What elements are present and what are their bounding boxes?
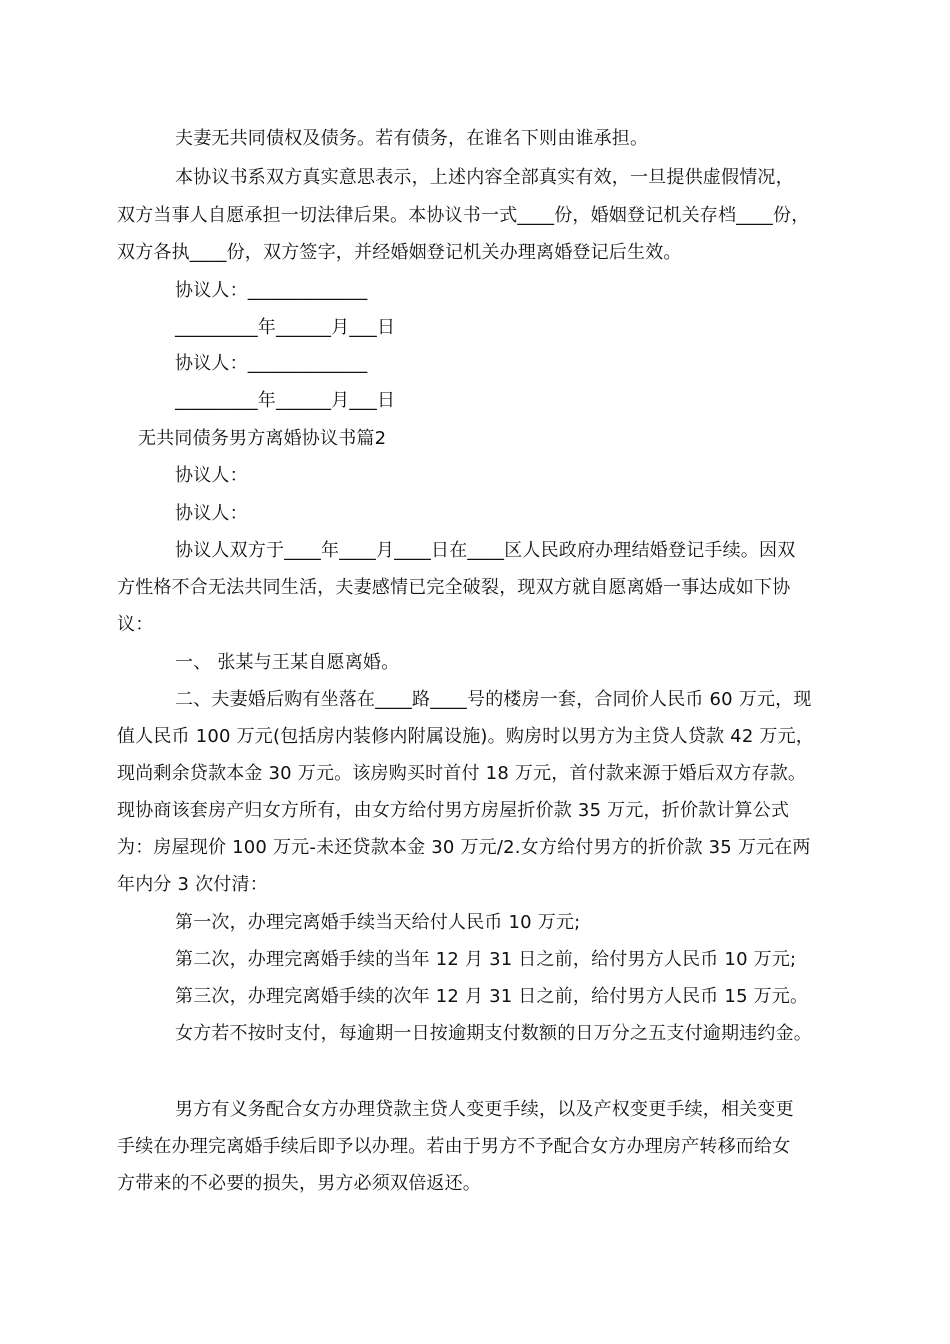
debt-statement: 夫妻无共同债权及债务。若有债务，在谁名下则由谁承担。 xyxy=(175,128,649,149)
clause-two-line: 为：房屋现价 100 万元-未还贷款本金 30 万元/2.女方给付男方的折价款 35 万元在两 xyxy=(117,837,811,858)
signer-line: 协议人：_____________ xyxy=(175,353,368,374)
intro-line: 议： xyxy=(117,614,154,635)
clause-two-line: 现协商该套房产归女方所有，由女方给付男方房屋折价款 35 万元，折价款计算公式 xyxy=(117,800,790,821)
date-line: _________年______月___日 xyxy=(175,390,396,411)
statement-line: 双方当事人自愿承担一切法律后果。本协议书一式____份，婚姻登记机关存档____份， xyxy=(117,205,810,226)
penalty-line: 女方若不按时支付，每逾期一日按逾期支付数额的日万分之五支付逾期违约金。 xyxy=(175,1023,812,1044)
statement-line: 双方各执____份，双方签字，并经婚姻登记机关办理离婚登记后生效。 xyxy=(117,242,682,263)
intro-line: 协议人双方于____年____月____日在____区人民政府办理结婚登记手续。因双 xyxy=(175,540,796,561)
clause-two-line: 年内分 3 次付清： xyxy=(117,874,268,895)
clause-two-line: 现尚剩余贷款本金 30 万元。该房购买时首付 18 万元，首付款来源于婚后双方存款。 xyxy=(117,763,807,784)
party-line: 协议人： xyxy=(175,465,248,486)
payment-line: 第二次，办理完离婚手续的当年 12 月 31 日之前，给付男方人民币 10 万元; xyxy=(175,949,797,970)
intro-line: 方性格不合无法共同生活，夫妻感情已完全破裂，现双方就自愿离婚一事达成如下协 xyxy=(117,577,791,598)
clause-one: 一、 张某与王某自愿离婚。 xyxy=(175,652,400,673)
duty-line: 男方有义务配合女方办理贷款主贷人变更手续，以及产权变更手续，相关变更 xyxy=(175,1099,794,1120)
clause-two-line: 二、夫妻婚后购有坐落在____路____号的楼房一套，合同价人民币 60 万元，现 xyxy=(175,689,812,710)
signer-line: 协议人：_____________ xyxy=(175,280,368,301)
clause-two-line: 值人民币 100 万元(包括房内装修内附属设施)。购房时以男方为主贷人贷款 42 万元， xyxy=(117,726,814,747)
party-line: 协议人： xyxy=(175,503,248,524)
duty-line: 手续在办理完离婚手续后即予以办理。若由于男方不予配合女方办理房产转移而给女 xyxy=(117,1136,791,1157)
statement-line: 本协议书系双方真实意思表示，上述内容全部真实有效，一旦提供虚假情况， xyxy=(175,167,794,188)
payment-line: 第一次，办理完离婚手续当天给付人民币 10 万元; xyxy=(175,912,581,933)
section-heading: 无共同债务男方离婚协议书篇2 xyxy=(138,428,387,449)
duty-line: 方带来的不必要的损失，男方必须双倍返还。 xyxy=(117,1173,481,1194)
date-line: _________年______月___日 xyxy=(175,317,396,338)
payment-line: 第三次，办理完离婚手续的次年 12 月 31 日之前，给付男方人民币 15 万元。 xyxy=(175,986,809,1007)
